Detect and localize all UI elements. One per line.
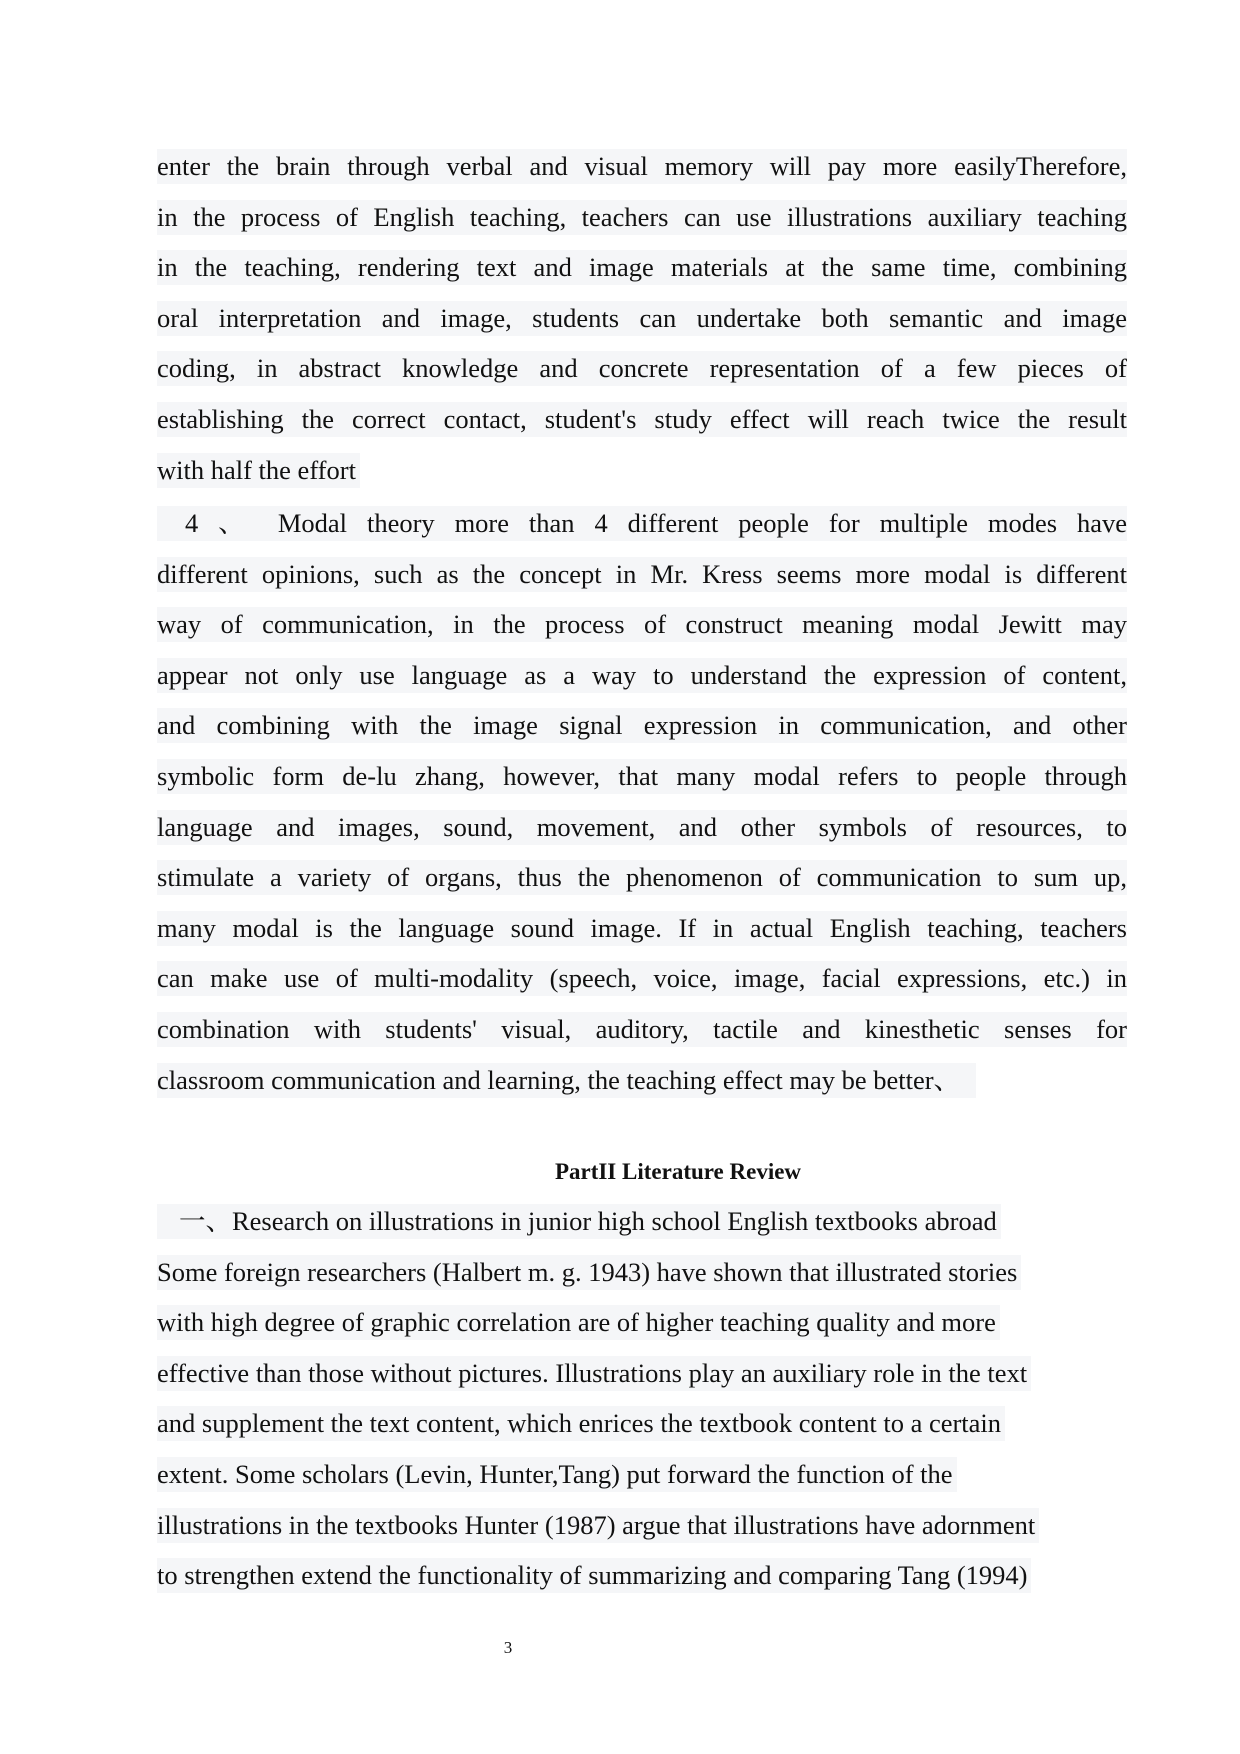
page-number: 3 — [503, 1638, 513, 1657]
text-line: effective than those without pictures. Illustrations play an auxiliary role in the text — [157, 1348, 1031, 1399]
text-line: in the process of English teaching, teachers can use illustrations auxiliary teaching — [157, 192, 1127, 243]
text-line: with high degree of graphic correlation are of higher teaching quality and more — [157, 1297, 1000, 1348]
paragraph-modal-theory — [157, 498, 1127, 1105]
text-line: with half the effort — [157, 445, 360, 496]
text-line: language and images, sound, movement, and other symbols of resources, to — [157, 802, 1127, 853]
text-line: oral interpretation and image, students can undertake both semantic and image — [157, 293, 1127, 344]
text-line: and combining with the image signal expression in communication, and other — [157, 700, 1127, 751]
text-line: different opinions, such as the concept in Mr. Kress seems more modal is different — [157, 549, 1127, 600]
text-line: symbolic form de-lu zhang, however, that many modal refers to people through — [157, 751, 1127, 802]
text-line: classroom communication and learning, the teaching effect may be better、 — [157, 1055, 976, 1106]
text-line: establishing the correct contact, student's study effect will reach twice the result — [157, 394, 1127, 445]
text-line: and supplement the text content, which enrices the textbook content to a certain — [157, 1398, 1005, 1449]
paragraph-memory — [157, 141, 1127, 495]
subsection-heading: 一、Research on illustrations in junior high school English textbooks abroad — [157, 1196, 1001, 1247]
section-heading: PartII Literature Review — [554, 1159, 802, 1184]
text-line: coding, in abstract knowledge and concrete representation of a few pieces of — [157, 343, 1127, 394]
text-line: extent. Some scholars (Levin, Hunter,Tang) put forward the function of the — [157, 1449, 957, 1500]
text-line: stimulate a variety of organs, thus the phenomenon of communication to sum up, — [157, 852, 1127, 903]
text-line: way of communication, in the process of construct meaning modal Jewitt may — [157, 599, 1127, 650]
text-line: many modal is the language sound image. If in actual English teaching, teachers — [157, 903, 1127, 954]
text-line: 4 、 Modal theory more than 4 different people for multiple modes have — [157, 498, 1127, 549]
paragraph-literature-review — [157, 1196, 1127, 1601]
text-line: to strengthen extend the functionality of summarizing and comparing Tang (1994) — [157, 1550, 1031, 1601]
text-line: combination with students' visual, auditory, tactile and kinesthetic senses for — [157, 1004, 1127, 1055]
text-line: Some foreign researchers (Halbert m. g. 1943) have shown that illustrated stories — [157, 1247, 1021, 1298]
text-line: in the teaching, rendering text and image materials at the same time, combining — [157, 242, 1127, 293]
text-line: appear not only use language as a way to understand the expression of content, — [157, 650, 1127, 701]
text-line: enter the brain through verbal and visual memory will pay more easilyTherefore, — [157, 141, 1127, 192]
text-line: illustrations in the textbooks Hunter (1987) argue that illustrations have adornment — [157, 1500, 1039, 1551]
text-line: can make use of multi-modality (speech, voice, image, facial expressions, etc.) in — [157, 953, 1127, 1004]
